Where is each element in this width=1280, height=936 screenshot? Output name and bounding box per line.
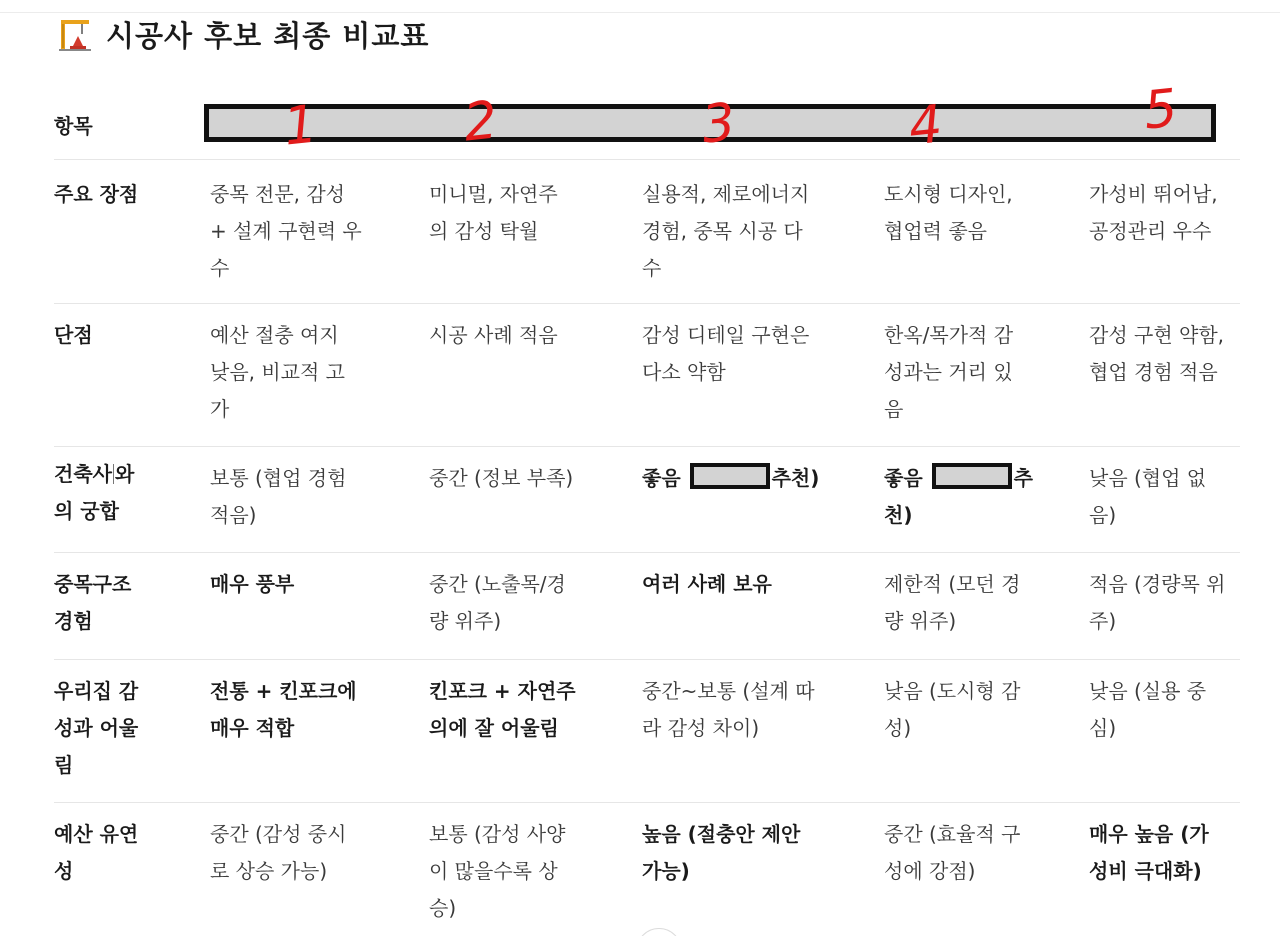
table-cell <box>1089 176 1218 250</box>
handwritten-number-1: 1 <box>280 94 321 158</box>
table-cell <box>642 673 815 747</box>
page-title-text: 시공사 후보 최종 비교표 <box>106 19 430 53</box>
handwritten-number-4: 4 <box>905 94 946 158</box>
redacted-text-box <box>932 463 1012 489</box>
row-label-line: 중목구조 <box>54 572 132 596</box>
cell-line: 여러 사례 보유 <box>642 572 772 596</box>
handwritten-number-5: 5 <box>1140 78 1181 142</box>
cell-line: 성과는 거리 있 <box>884 360 1013 384</box>
row-label <box>54 176 138 213</box>
table-cell <box>884 816 1020 890</box>
cell-line: 성비 극대화) <box>1089 859 1202 883</box>
cell-line: 공정관리 우수 <box>1089 219 1212 243</box>
cell-line: 도시형 디자인, <box>884 182 1013 206</box>
table-cell <box>884 317 1013 428</box>
table-cell <box>1089 317 1224 391</box>
cell-line: 성) <box>884 716 912 740</box>
handwritten-number-3: 3 <box>698 92 739 156</box>
text-cursor <box>113 464 114 484</box>
cell-line: 량 위주) <box>429 609 502 633</box>
cell-line: 로 상승 가능) <box>210 859 328 883</box>
header-row <box>54 0 1240 160</box>
table-cell <box>642 176 809 287</box>
row-label <box>54 456 134 530</box>
cell-line: 중간 (효율적 구 <box>884 822 1021 846</box>
cell-text: 추 <box>1013 466 1033 490</box>
cell-line: 음) <box>1089 503 1117 527</box>
cell-line: 낮음, 비교적 고 <box>210 360 345 384</box>
table-cell <box>210 460 346 534</box>
cell-line: 중간~보통 (설계 따 <box>642 679 815 703</box>
table-cell <box>429 460 573 497</box>
table-cell <box>210 317 345 428</box>
cell-text: 추천) <box>771 466 820 490</box>
cell-line: 중목 전문, 감성 <box>210 182 345 206</box>
cell-line: 중간 (정보 부족) <box>429 466 574 490</box>
cell-line: 천) <box>884 503 913 527</box>
table-row <box>54 552 1240 660</box>
cell-line: 제한적 (모던 경 <box>884 572 1021 596</box>
row-label <box>54 317 93 354</box>
row-label-line: 주요 장점 <box>54 182 139 206</box>
cell-line: 의 감성 탁월 <box>429 219 539 243</box>
cell-line: 매우 풍부 <box>210 572 295 596</box>
cell-line: 미니멀, 자연주 <box>429 182 558 206</box>
cell-line: 의에 잘 어울림 <box>429 716 559 740</box>
cell-text: 좋음 <box>884 466 930 490</box>
cell-line: 낮음 (협업 없 <box>1089 466 1207 490</box>
table-cell <box>642 566 772 603</box>
row-label-line: 성 <box>54 859 74 883</box>
cell-line: 감성 디테일 구현은 <box>642 323 810 347</box>
cell-line: 이 많을수록 상 <box>429 859 558 883</box>
table-cell <box>210 673 357 747</box>
row-label-line: 우리집 감 <box>54 679 139 703</box>
cell-line: 협업 경험 적음 <box>1089 360 1218 384</box>
cell-line: 주) <box>1089 609 1117 633</box>
table-cell <box>1089 460 1206 534</box>
cell-line: 전통 + 킨포크에 <box>210 679 357 703</box>
cell-line: 라 감성 차이) <box>642 716 760 740</box>
table-row <box>54 659 1240 803</box>
table-cell <box>884 176 1013 250</box>
cell-line: 한옥/목가적 감 <box>884 323 1014 347</box>
cell-line: 적음) <box>210 503 257 527</box>
cell-line: 킨포크 + 자연주 <box>429 679 576 703</box>
table-cell <box>1089 566 1225 640</box>
cell-line: 다소 약함 <box>642 360 726 384</box>
table-cell <box>1089 673 1206 747</box>
table-cell <box>210 176 362 287</box>
cell-line: 시공 사례 적음 <box>429 323 558 347</box>
table-row <box>54 303 1240 447</box>
cell-line: 승) <box>429 896 457 920</box>
table-cell <box>884 566 1020 640</box>
row-label <box>54 566 131 640</box>
cell-line: 경험, 중목 시공 다 <box>642 219 803 243</box>
table-cell <box>210 816 346 890</box>
cell-line: + 설계 구현력 우 <box>210 219 362 243</box>
cell-line: 매우 적합 <box>210 716 295 740</box>
cell-line: 감성 구현 약함, <box>1089 323 1224 347</box>
row-label-line: 림 <box>54 753 74 777</box>
table-cell <box>1089 816 1209 890</box>
row-label-line: 건축사 <box>54 462 112 486</box>
table-cell <box>429 673 576 747</box>
table-cell <box>642 317 809 391</box>
table-cell <box>429 317 558 354</box>
cell-line: 중간 (감성 중시 <box>210 822 347 846</box>
cell-line: 적음 (경량목 위 <box>1089 572 1226 596</box>
cell-line: 보통 (감성 사양 <box>429 822 566 846</box>
cell-line: 매우 높음 (가 <box>1089 822 1209 846</box>
row-label-line: 와 <box>114 462 135 486</box>
table-row <box>54 802 1240 936</box>
cell-line: 중간 (노출목/경 <box>429 572 566 596</box>
table-cell <box>429 176 558 250</box>
table-cell <box>429 566 566 640</box>
redacted-text-box <box>690 463 770 489</box>
table-row <box>54 446 1240 553</box>
cell-line: 낮음 (도시형 감 <box>884 679 1021 703</box>
table-cell <box>884 460 1033 534</box>
cell-line: 가 <box>210 397 230 421</box>
cell-line: 수 <box>210 256 230 280</box>
handwritten-number-2: 2 <box>460 90 501 154</box>
table-cell <box>884 673 1020 747</box>
cell-line: 실용적, 제로에너지 <box>642 182 810 206</box>
cell-line: 협업력 좋음 <box>884 219 987 243</box>
cell-line: 낮음 (실용 중 <box>1089 679 1207 703</box>
cell-line: 가성비 뛰어남, <box>1089 182 1218 206</box>
cell-line: 심) <box>1089 716 1117 740</box>
cell-line: 성에 강점) <box>884 859 976 883</box>
row-label <box>54 673 138 784</box>
cell-line: 수 <box>642 256 662 280</box>
row-label-line: 예산 유연 <box>54 822 139 846</box>
row-label-line: 성과 어울 <box>54 716 139 740</box>
table-cell <box>642 816 800 890</box>
row-label-line: 경험 <box>54 609 93 633</box>
header-label: 항목 <box>54 114 93 138</box>
row-label <box>54 816 138 890</box>
cell-line: 가능) <box>642 859 690 883</box>
cell-line: 량 위주) <box>884 609 957 633</box>
cell-line: 예산 절충 여지 <box>210 323 339 347</box>
cell-line: 높음 (절충안 제안 <box>642 822 801 846</box>
table-cell <box>210 566 294 603</box>
cell-line: 음 <box>884 397 904 421</box>
table-cell <box>642 460 819 497</box>
cell-text: 좋음 <box>642 466 688 490</box>
row-label-line: 단점 <box>54 323 93 347</box>
table-cell <box>429 816 565 927</box>
cell-line: 보통 (협업 경험 <box>210 466 347 490</box>
row-label-line: 의 궁합 <box>54 499 119 523</box>
table-row <box>54 162 1240 304</box>
